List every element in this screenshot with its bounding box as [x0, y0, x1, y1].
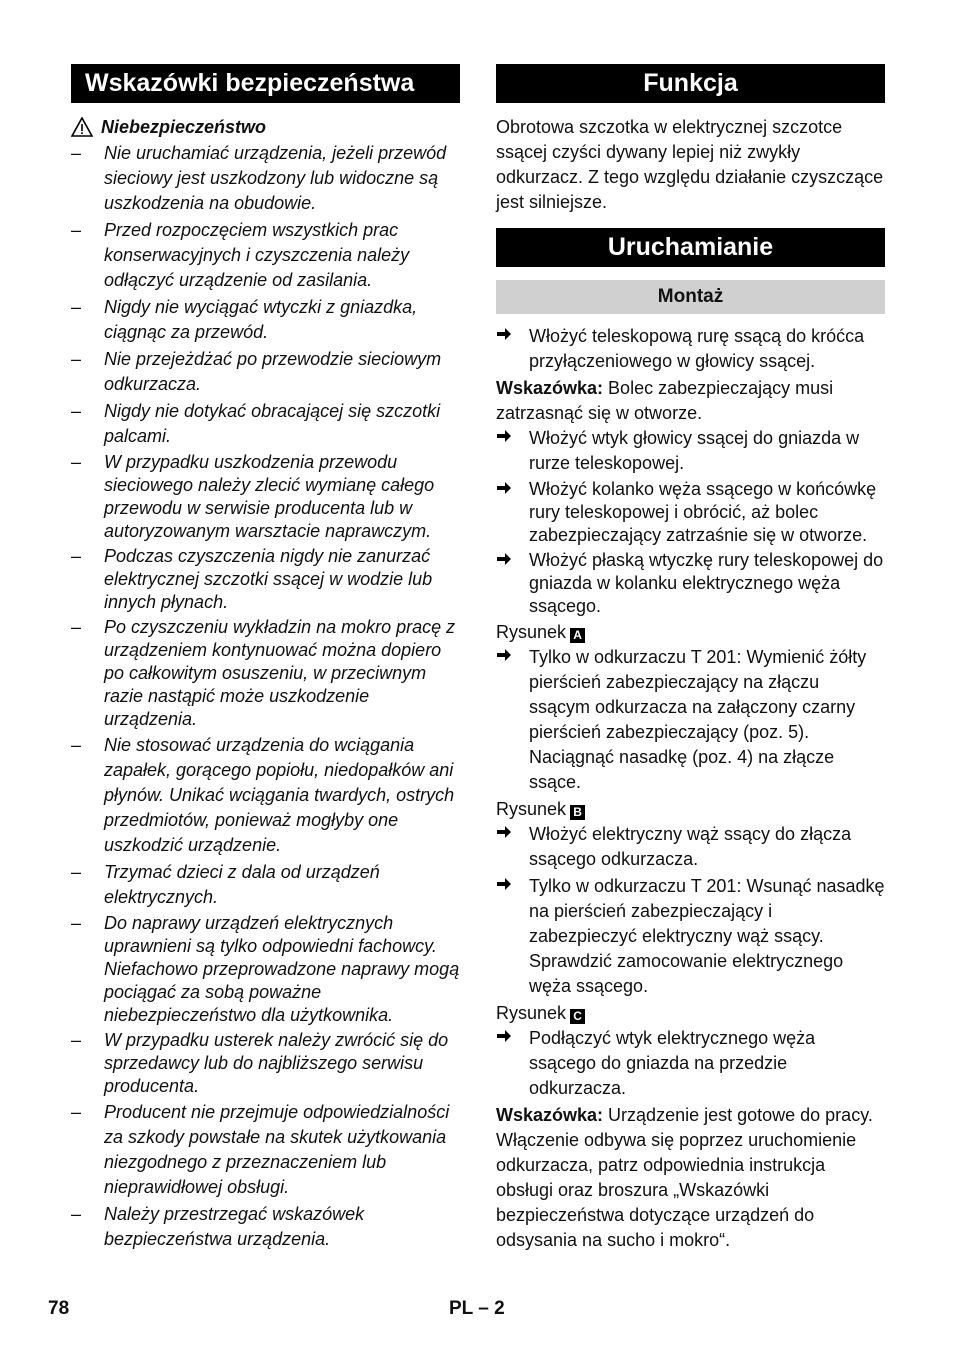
- language-page-label: PL – 2: [449, 1298, 505, 1319]
- steps-list-2: [496, 426, 885, 618]
- step-item: Włożyć elektryczny wąż ssący do złącza ssącego odkurzacza.: [496, 822, 885, 872]
- function-column: [496, 64, 885, 1253]
- steps-list-5: [496, 1026, 885, 1101]
- function-heading: Funkcja: [496, 64, 885, 103]
- page-number: 78: [48, 1298, 70, 1319]
- arrow-right-icon: [496, 876, 512, 892]
- safety-list: [71, 141, 460, 1252]
- safety-column: [71, 64, 460, 1254]
- safety-heading: Wskazówki bezpieczeństwa: [71, 64, 460, 103]
- list-item: – Podczas czyszczenia nigdy nie zanurzać elektrycznej szczotki ssącej w wodzie lub innych płynach.: [71, 546, 433, 612]
- arrow-right-icon: [496, 824, 512, 840]
- arrow-right-icon: [496, 428, 512, 444]
- arrow-right-icon: [496, 480, 512, 496]
- function-text: Obrotowa szczotka w elektrycznej szczotce ssącej czyści dywany lepiej niż zwykły odkurzacz. Z tego względu działanie czyszczące jest silniejsze.: [496, 117, 884, 212]
- list-item: – Przed rozpoczęciem wszystkich prac konserwacyjnych i czyszczenia należy odłączyć urządzenie od zasilania.: [71, 220, 410, 290]
- step-item: Włożyć płaską wtyczkę rury teleskopowej do gniazda w kolanku elektrycznego węża ssącego.: [496, 549, 885, 618]
- list-item: – Producent nie przejmuje odpowiedzialności za szkody powstałe na skutek użytkowania niezgodnego z przeznaczeniem lub nieprawidłowej obsługi.: [71, 1102, 450, 1197]
- arrow-right-icon: [496, 647, 512, 663]
- step-item: Podłączyć wtyk elektrycznego węża ssącego do gniazda na przedzie odkurzacza.: [496, 1026, 885, 1101]
- list-item: – Do naprawy urządzeń elektrycznych uprawnieni są tylko odpowiedni fachowcy. Niefachowo przeprowadzone naprawy mogą pociągać za sobą poważne niebezpieczeństwo dla użytkownika.: [71, 913, 460, 1025]
- list-item: – Trzymać dzieci z dala od urządzeń elektrycznych.: [71, 862, 380, 907]
- step-item: Włożyć teleskopową rurę ssącą do króćca przyłączeniowego w głowicy ssącej.: [496, 324, 885, 374]
- arrow-right-icon: [496, 551, 512, 567]
- list-item: – W przypadku uszkodzenia przewodu sieciowego należy zlecić wymianę całego przewodu w serwisie producenta lub w autoryzowanym warsztacie naprawczym.: [71, 452, 435, 541]
- danger-label-text: Niebezpieczeństwo: [101, 117, 267, 137]
- note-1: Wskazówka: Bolec zabezpieczający musi zatrzasnąć się w otworze.: [496, 378, 834, 423]
- start-heading: Uruchamianie: [496, 228, 885, 267]
- assembly-heading: Montaż: [496, 280, 885, 314]
- steps-list-4: [496, 822, 885, 999]
- list-item: – Należy przestrzegać wskazówek bezpieczeństwa urządzenia.: [71, 1204, 365, 1249]
- figure-letter-c: C: [570, 1009, 585, 1024]
- figure-letter-a: A: [570, 628, 585, 643]
- arrow-right-icon: [496, 1028, 512, 1044]
- list-item: – Nigdy nie wyciągać wtyczki z gniazdka, ciągnąc za przewód.: [71, 297, 418, 342]
- step-item: Tylko w odkurzaczu T 201: Wsunąć nasadkę na pierścień zabezpieczający i zabezpieczyć elektryczny wąż ssący. Sprawdzić zamocowanie elektrycznego węża ssącego.: [496, 874, 885, 999]
- steps-list-1: [496, 324, 885, 374]
- figure-ref-a: Rysunek A: [496, 620, 885, 645]
- step-item: Włożyć kolanko węża ssącego w końcówkę rury teleskopowej i obrócić, aż bolec zabezpieczający zatrzaśnie się w otworze.: [496, 478, 885, 547]
- figure-ref-b: Rysunek B: [496, 797, 885, 822]
- step-item: Włożyć wtyk głowicy ssącej do gniazda w rurze teleskopowej.: [496, 426, 885, 476]
- list-item: – Po czyszczeniu wykładzin na mokro pracę z urządzeniem kontynuować można dopiero po całkowitym osuszeniu, w przeciwnym razie nastąpić może uszkodzenie urządzenia.: [71, 617, 456, 729]
- figure-ref-c: Rysunek C: [496, 1001, 885, 1026]
- note-2: Wskazówka: Urządzenie jest gotowe do pracy. Włączenie odbywa się poprzez uruchomienie odkurzacza, patrz odpowiednia instrukcja obsługi oraz broszura „Wskazówki bezpieczeństwa dotyczące urządzeń do odsysania na sucho i mokro“.: [496, 1105, 873, 1250]
- list-item: – Nie przejeżdżać po przewodzie sieciowym odkurzacza.: [71, 349, 442, 394]
- danger-label: [71, 115, 460, 139]
- step-item: Tylko w odkurzaczu T 201: Wymienić żółty pierścień zabezpieczający na złączu ssącym odkurzacza na załączony czarny pierścień zabezpieczający (poz. 5). Naciągnąć nasadkę (poz. 4) na złącze ssące.: [496, 645, 885, 795]
- list-item: – Nie uruchamiać urządzenia, jeżeli przewód sieciowy jest uszkodzony lub widoczne są uszkodzenia na obudowie.: [71, 143, 447, 213]
- list-item: – Nie stosować urządzenia do wciągania zapałek, gorącego popiołu, niedopałków ani płynów. Unikać wciągania twardych, ostrych przedmiotów, ponieważ mogłyby one uszkodzić urządzenie.: [71, 735, 455, 855]
- warning-triangle-icon: [71, 117, 93, 137]
- figure-letter-b: B: [570, 805, 585, 820]
- arrow-right-icon: [496, 326, 512, 342]
- steps-list-3: [496, 645, 885, 795]
- list-item: – W przypadku usterek należy zwrócić się do sprzedawcy lub do najbliższego serwisu producenta.: [71, 1030, 449, 1096]
- list-item: – Nigdy nie dotykać obracającej się szczotki palcami.: [71, 401, 441, 446]
